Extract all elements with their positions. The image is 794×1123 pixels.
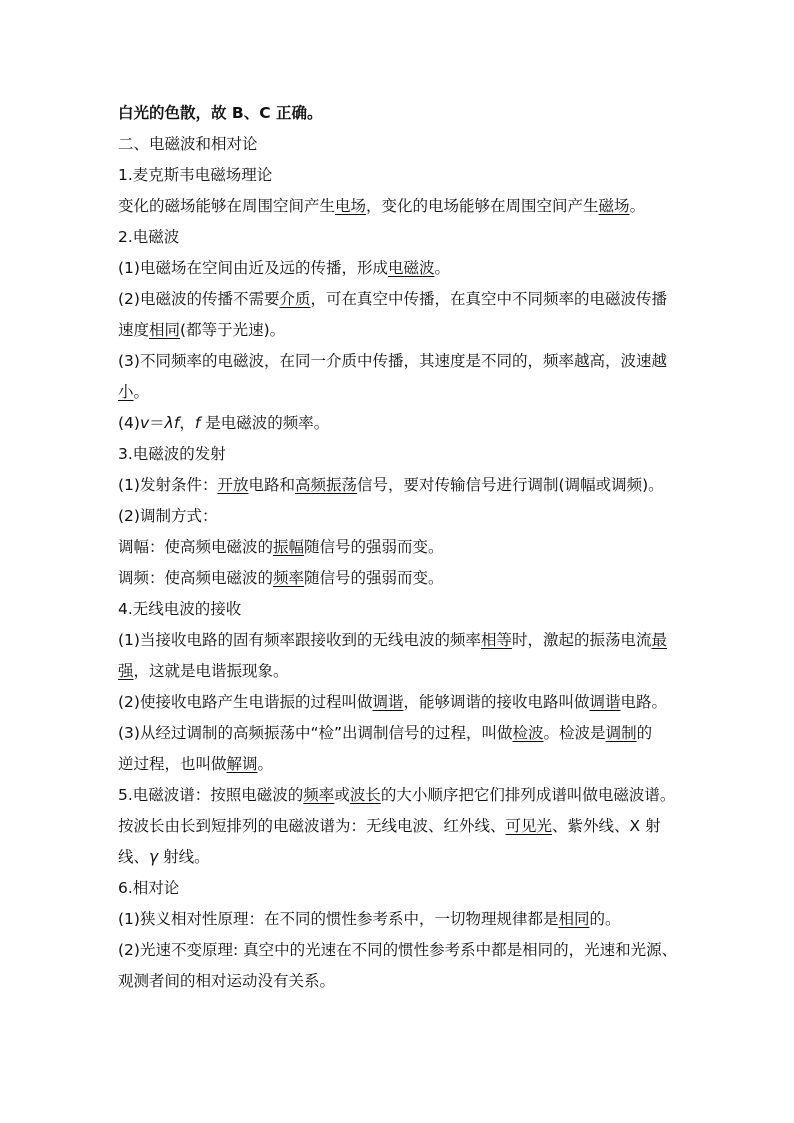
text-line (118, 966, 683, 997)
text-segment: 。 (257, 755, 274, 773)
text-segment: 速度 (118, 321, 150, 339)
text-segment: 。 (629, 197, 646, 215)
text-segment: 、紫外线、X 射 (552, 817, 661, 835)
italic-symbol: λf (164, 414, 180, 432)
underlined-answer: 最 (651, 631, 668, 649)
underlined-answer: 开放 (217, 476, 249, 494)
text-line (118, 687, 683, 718)
document-body (118, 98, 683, 997)
text-segment: 二、电磁波和相对论 (118, 135, 258, 153)
text-segment: 射线。 (158, 848, 210, 866)
text-line (118, 780, 683, 811)
text-line (118, 532, 683, 563)
text-line (118, 625, 683, 656)
text-segment: (2)光速不变原理: 真空中的光速在不同的惯性参考系中都是相同的，光速和光源、 (118, 941, 678, 959)
text-segment: 随信号的强弱而变。 (304, 569, 444, 587)
underlined-answer: 调制 (605, 724, 637, 742)
text-segment: 6.相对论 (118, 879, 180, 897)
text-line (118, 439, 683, 470)
text-segment: 的。 (589, 910, 621, 928)
text-segment: 信号，要对传输信号进行调制(调幅或调频)。 (357, 476, 664, 494)
text-line (118, 98, 683, 129)
text-segment: (1)狭义相对性原理：在不同的惯性参考系中，一切物理规律都是 (118, 910, 559, 928)
text-segment: 4.无线电波的接收 (118, 600, 242, 618)
text-segment: 是电磁波的频率。 (200, 414, 330, 432)
underlined-answer: 高频振荡 (295, 476, 358, 494)
underlined-answer: 频率 (303, 786, 335, 804)
text-segment: (1)发射条件： (118, 476, 218, 494)
text-line (118, 501, 683, 532)
text-segment: 5.电磁波谱：按照电磁波的 (118, 786, 304, 804)
text-segment: (都等于光速)。 (180, 321, 286, 339)
text-line (118, 842, 683, 873)
underlined-answer: 相等 (480, 631, 512, 649)
text-line (118, 377, 683, 408)
underlined-answer: 检波 (512, 724, 544, 742)
text-segment: 2.电磁波 (118, 228, 180, 246)
text-segment: 调频：使高频电磁波的 (118, 569, 274, 587)
text-line (118, 315, 683, 346)
text-line (118, 408, 683, 439)
text-segment: (3)从经过调制的高频振荡中“检”出调制信号的过程，叫做 (118, 724, 513, 742)
text-segment: (1)当接收电路的固有频率跟接收到的无线电波的频率 (118, 631, 481, 649)
text-segment: 逆过程，也叫做 (118, 755, 227, 773)
text-segment: 的大小顺序把它们排列成谱叫做电磁波谱。 (380, 786, 676, 804)
text-line (118, 129, 683, 160)
text-segment: 线、 (118, 848, 150, 866)
underlined-answer: 调谐 (372, 693, 404, 711)
text-line (118, 346, 683, 377)
underlined-answer: 强 (118, 662, 134, 680)
text-segment: ，变化的电场能够在周围空间产生 (366, 197, 599, 215)
underlined-answer: 小 (118, 383, 134, 401)
text-segment: ， (179, 414, 195, 432)
text-segment: (1)电磁场在空间由近及远的传播，形成 (118, 259, 388, 277)
text-line (118, 749, 683, 780)
italic-symbol: γ (149, 848, 159, 866)
italic-symbol: f (194, 414, 201, 432)
text-segment: ，可在真空中传播，在真空中不同频率的电磁波传播 (310, 290, 667, 308)
text-segment: 时，激起的振荡电流 (511, 631, 652, 649)
text-line (118, 253, 683, 284)
underlined-answer: 调谐 (589, 693, 621, 711)
text-segment: 电路。 (620, 693, 668, 711)
text-line (118, 873, 683, 904)
text-segment: (2)使接收电路产生电谐振的过程叫做 (118, 693, 373, 711)
text-segment: 的 (636, 724, 653, 742)
underlined-answer: 磁场 (598, 197, 630, 215)
underlined-answer: 相同 (149, 321, 181, 339)
text-line (118, 284, 683, 315)
text-segment: 按波长由长到短排列的电磁波谱为：无线电波、红外线、 (118, 817, 506, 835)
text-segment: 。检波是 (543, 724, 606, 742)
text-line (118, 563, 683, 594)
bold-text: 白光的色散，故 B、C 正确。 (118, 104, 323, 122)
italic-symbol: v (139, 414, 150, 432)
text-line (118, 222, 683, 253)
text-segment: 1.麦克斯韦电磁场理论 (118, 166, 273, 184)
text-segment: 。 (434, 259, 450, 277)
underlined-answer: 电磁波 (387, 259, 435, 277)
text-segment: 电路和 (248, 476, 295, 494)
text-segment: ，这就是电谐振现象。 (133, 662, 289, 680)
text-segment: ，能够调谐的接收电路叫做 (403, 693, 590, 711)
text-segment: 变化的磁场能够在周围空间产生 (118, 197, 336, 215)
text-segment: 随信号的强弱而变。 (304, 538, 444, 556)
text-line (118, 594, 683, 625)
underlined-answer: 解调 (226, 755, 258, 773)
text-line (118, 904, 683, 935)
underlined-answer: 可见光 (505, 817, 553, 835)
underlined-answer: 介质 (279, 290, 311, 308)
text-line (118, 656, 683, 687)
text-segment: (2)调制方式： (118, 507, 218, 525)
text-segment: ＝ (149, 414, 165, 432)
text-segment: 3.电磁波的发射 (118, 445, 226, 463)
text-segment: 或 (334, 786, 350, 804)
text-line (118, 718, 683, 749)
underlined-answer: 相同 (558, 910, 590, 928)
underlined-answer: 波长 (349, 786, 381, 804)
text-line (118, 935, 683, 966)
text-segment: (4) (118, 414, 140, 432)
underlined-answer: 振幅 (273, 538, 305, 556)
text-line (118, 470, 683, 501)
text-segment: (3)不同频率的电磁波，在同一介质中传播，其速度是不同的，频率越高，波速越 (118, 352, 667, 370)
text-line (118, 811, 683, 842)
text-segment: 调幅：使高频电磁波的 (118, 538, 274, 556)
text-segment: 观测者间的相对运动没有关系。 (118, 972, 336, 990)
text-line (118, 191, 683, 222)
underlined-answer: 电场 (335, 197, 367, 215)
text-segment: 。 (133, 383, 150, 401)
text-segment: (2)电磁波的传播不需要 (118, 290, 280, 308)
text-line (118, 160, 683, 191)
underlined-answer: 频率 (273, 569, 305, 587)
